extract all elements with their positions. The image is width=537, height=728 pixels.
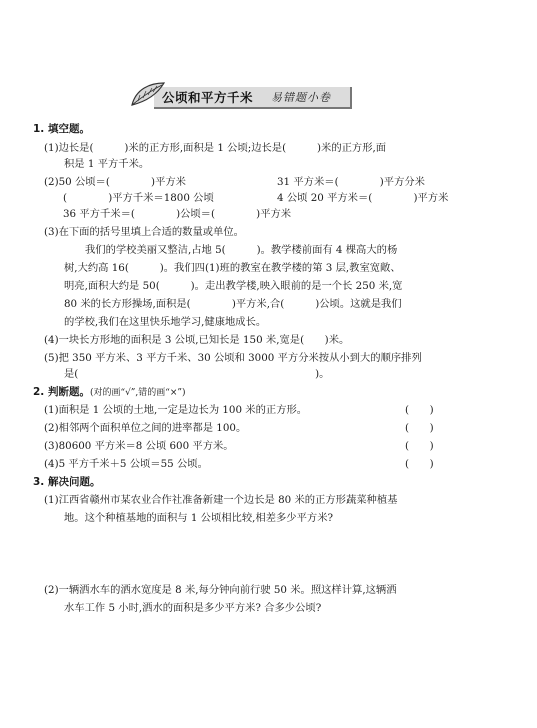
q3-line-6: 的学校,我们在这里快乐地学习,健康地成长。 (64, 316, 267, 328)
section-2-note: (对的画“√”,错的画“×”) (89, 388, 186, 398)
q4-line: (4)一块长方形地的面积是 3 公顷,已知长是 150 米,宽是( )米。 (44, 334, 350, 346)
section-2-heading-row (33, 386, 186, 400)
problem-1-line-2: 地。这个种植基地的面积与 1 公顷相比较,相差多少平方米? (64, 512, 334, 524)
q3-line-1: (3)在下面的括号里填上合适的数量或单位。 (44, 226, 244, 238)
q3-line-4: 明亮,面积大约是 50( )。走出教学楼,映入眼前的是一个长 250 米,宽 (64, 280, 403, 292)
judge-answer-1[interactable]: ( ) (405, 404, 434, 416)
section-1-heading: 1. 填空题。 (33, 123, 90, 135)
banner-title: 公顷和平方千米 (162, 90, 254, 105)
judge-item-4: (4)5 平方千米＋5 公顷＝55 公顷。 (44, 458, 208, 470)
q2-item-4: 4 公顷 20 平方米＝( )平方米 (277, 192, 449, 204)
judge-answer-4[interactable]: ( ) (405, 458, 434, 470)
problem-1-line-1: (1)江西省赣州市某农业合作社准备新建一个边长是 80 米的正方形蔬菜种植基 (44, 494, 398, 506)
banner-subtitle: 易错题小卷 (271, 91, 331, 104)
problem-2-line-1: (2)一辆洒水车的洒水宽度是 8 米,每分钟向前行驶 50 米。照这样计算,这辆洒 (44, 584, 397, 596)
q3-line-5: 80 米的长方形操场,面积是( )平方米,合( )公顷。这就是我们 (64, 298, 402, 310)
q5-line-2: 是( )。 (64, 368, 330, 380)
q1-line-1: (1)边长是( )米的正方形,面积是 1 公顷;边长是( )米的正方形,面 (44, 142, 387, 154)
judge-item-2: (2)相邻两个面积单位之间的进率都是 100。 (44, 422, 247, 434)
q2-item-5: 36 平方千米＝( )公顷＝( )平方米 (63, 208, 292, 220)
problem-2-line-2: 水车工作 5 小时,洒水的面积是多少平方米? 合多少公顷? (64, 602, 322, 614)
section-2-heading: 2. 判断题。 (33, 386, 90, 398)
judge-answer-2[interactable]: ( ) (405, 422, 434, 434)
q2-item-1: (2)50 公顷＝( )平方米 (44, 176, 186, 188)
section-3-heading: 3. 解决问题。 (33, 476, 101, 488)
q3-line-2: 我们的学校美丽又整洁,占地 5( )。教学楼前面有 4 棵高大的杨 (85, 244, 398, 256)
q2-item-2: 31 平方米＝( )平方分米 (277, 176, 425, 188)
q2-item-3: ( )平方千米＝1800 公顷 (63, 192, 214, 204)
q5-line-1: (5)把 350 平方米、3 平方千米、30 公顷和 3000 平方分米按从小到大的顺序排列 (44, 352, 422, 364)
section-banner (128, 79, 350, 109)
judge-answer-3[interactable]: ( ) (405, 440, 434, 452)
q3-line-3: 树,大约高 16( )。我们四(1)班的教室在教学楼的第 3 层,教室宽敞、 (64, 262, 401, 274)
judge-item-1: (1)面积是 1 公顷的土地,一定是边长为 100 米的正方形。 (44, 404, 308, 416)
judge-item-3: (3)80600 平方米＝8 公顷 600 平方米。 (44, 440, 234, 452)
q1-line-2: 积是 1 平方千米。 (64, 158, 150, 170)
